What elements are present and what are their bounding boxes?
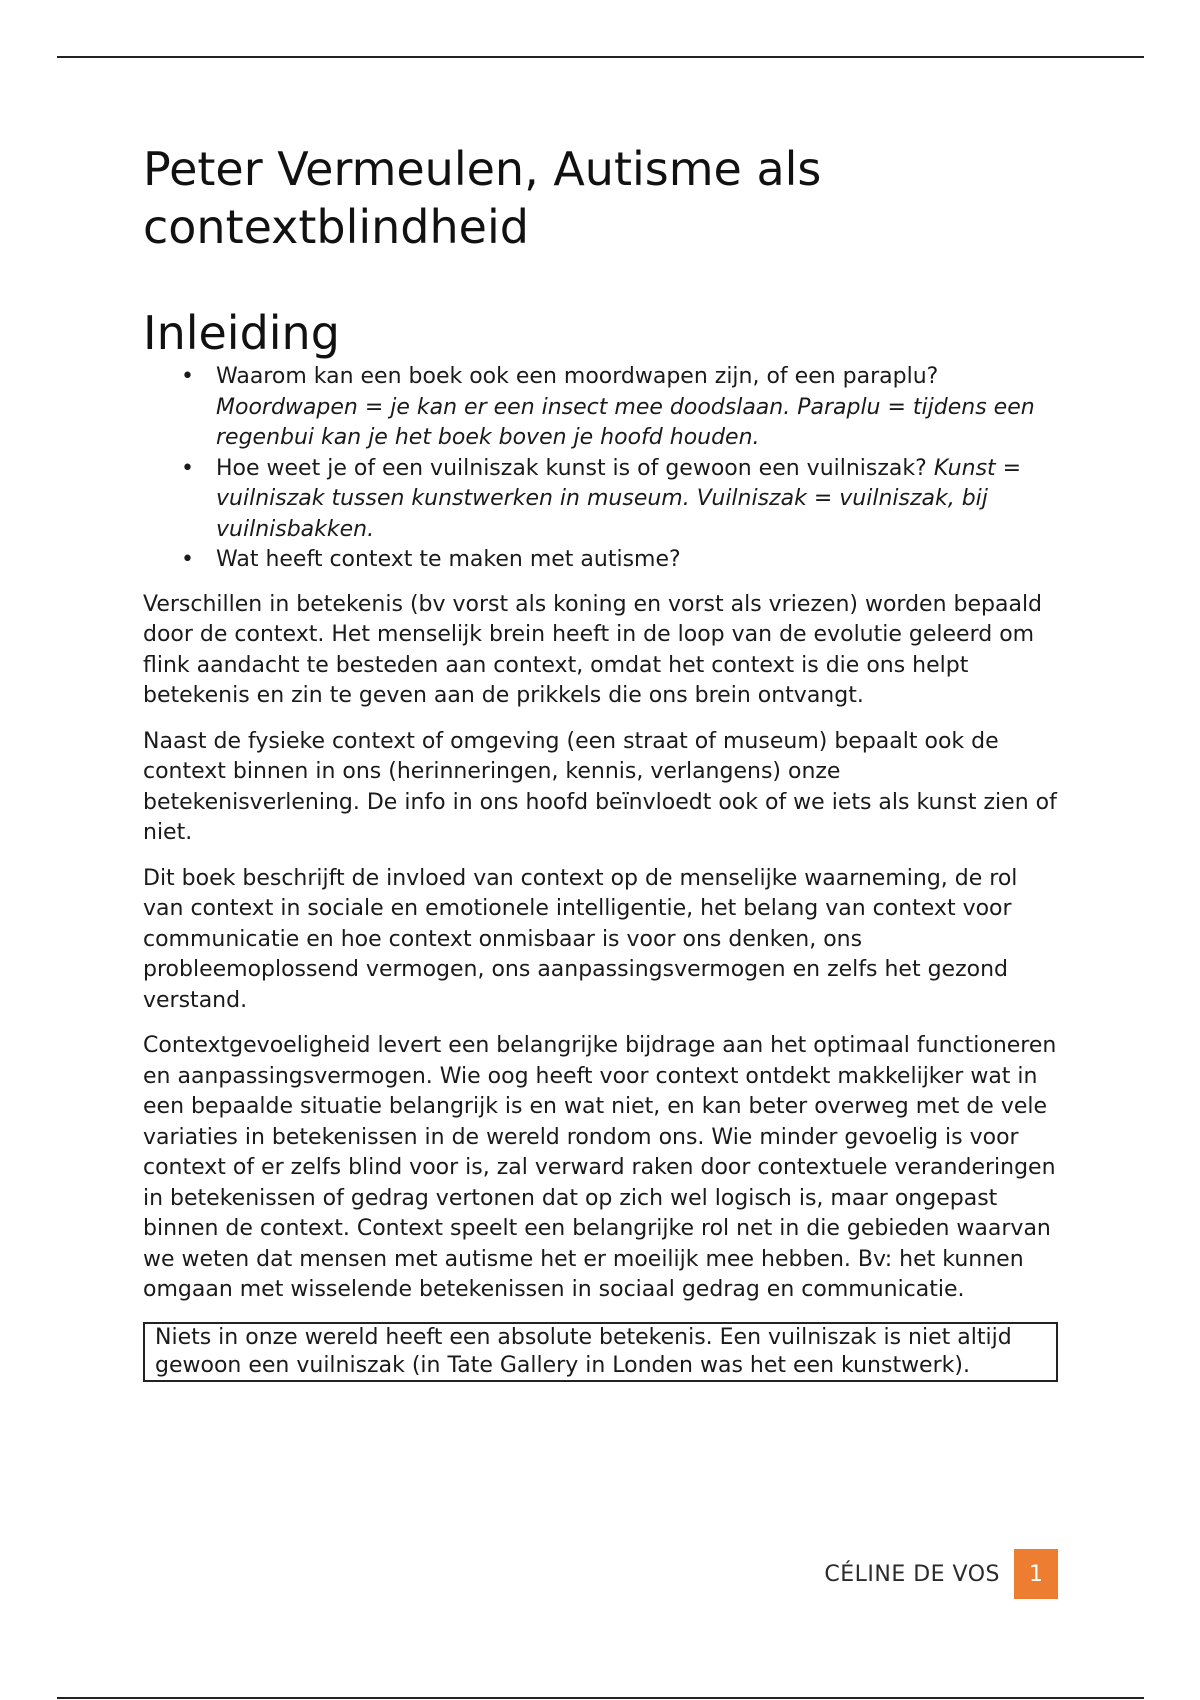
bullet-icon: • (181, 547, 194, 572)
paragraph: Naast de fysieke context of omgeving (een straat of museum) bepaalt ook de context binnen in ons (herinneringen, kennis, verlangens) onze betekenisverlening. De info in ons hoofd beïnvloedt ook of we iets als kunst zien of niet. (143, 728, 1057, 845)
bullet-icon: • (181, 364, 194, 389)
author-name: CÉLINE DE VOS (824, 1561, 1000, 1587)
bullet-list (143, 362, 1058, 576)
footer-rule (57, 1697, 1144, 1699)
callout-box: Niets in onze wereld heeft een absolute betekenis. Een vuilniszak is niet altijd gewoon een vuilniszak (in Tate Gallery in Londen was het een kunstwerk). (143, 1322, 1058, 1382)
header-rule (57, 56, 1144, 58)
document-body (143, 140, 1058, 1382)
list-item (181, 545, 1058, 576)
page-footer (143, 1549, 1058, 1599)
bullet-answer: Kunst = vuilniszak tussen kunstwerken in museum. Vuilniszak = vuilniszak, bij vuilnisbakken. (216, 455, 1022, 542)
bullet-answer: Moordwapen = je kan er een insect mee doodslaan. Paraplu = tijdens een regenbui kan je het boek boven je hoofd houden. (216, 394, 1035, 450)
section-heading: Inleiding (143, 306, 340, 360)
bullet-question: Hoe weet je of een vuilniszak kunst is of gewoon een vuilniszak? (216, 455, 927, 481)
bullet-question: Waarom kan een boek ook een moordwapen zijn, of een paraplu? (216, 364, 939, 389)
bullet-icon: • (181, 455, 194, 481)
list-item (181, 362, 1058, 454)
list-item (181, 454, 1058, 546)
paragraph: Verschillen in betekenis (bv vorst als koning en vorst als vriezen) worden bepaald door de context. Het menselijk brein heeft in de loop van de evolutie geleerd om flink aandacht te besteden aan context, omdat het context is die ons helpt betekenis en zin te geven aan de prikkels die ons brein ontvangt. (143, 591, 1043, 708)
paragraph: Dit boek beschrijft de invloed van context op de menselijke waarneming, de rol van context in sociale en emotionele intelligentie, het belang van context voor communicatie en hoe context onmisbaar is voor ons denken, ons probleemoplossend vermogen, ons aanpassingsvermogen en zelfs het gezond verstand. (143, 865, 1018, 1013)
document-title: Peter Vermeulen, Autisme als contextblindheid (143, 142, 822, 254)
page-number-badge: 1 (1014, 1549, 1058, 1599)
bullet-question: Wat heeft context te maken met autisme? (216, 547, 681, 572)
paragraph: Contextgevoeligheid levert een belangrijke bijdrage aan het optimaal functioneren en aanpassingsvermogen. Wie oog heeft voor context ontdekt makkelijker wat in een bepaalde situatie belangrijk is en wat niet, en kan beter overweg met de vele variaties in betekenissen in de wereld rondom ons. Wie minder gevoelig is voor context of er zelfs blind voor is, zal verward raken door contextuele veranderingen in betekenissen of gedrag vertonen dat op zich wel logisch is, maar ongepast binnen de context. Context speelt een belangrijke rol net in die gebieden waarvan we weten dat mensen met autisme het er moeilijk mee hebben. Bv: het kunnen omgaan met wisselende betekenissen in sociaal gedrag en communicatie. (143, 1033, 1057, 1302)
